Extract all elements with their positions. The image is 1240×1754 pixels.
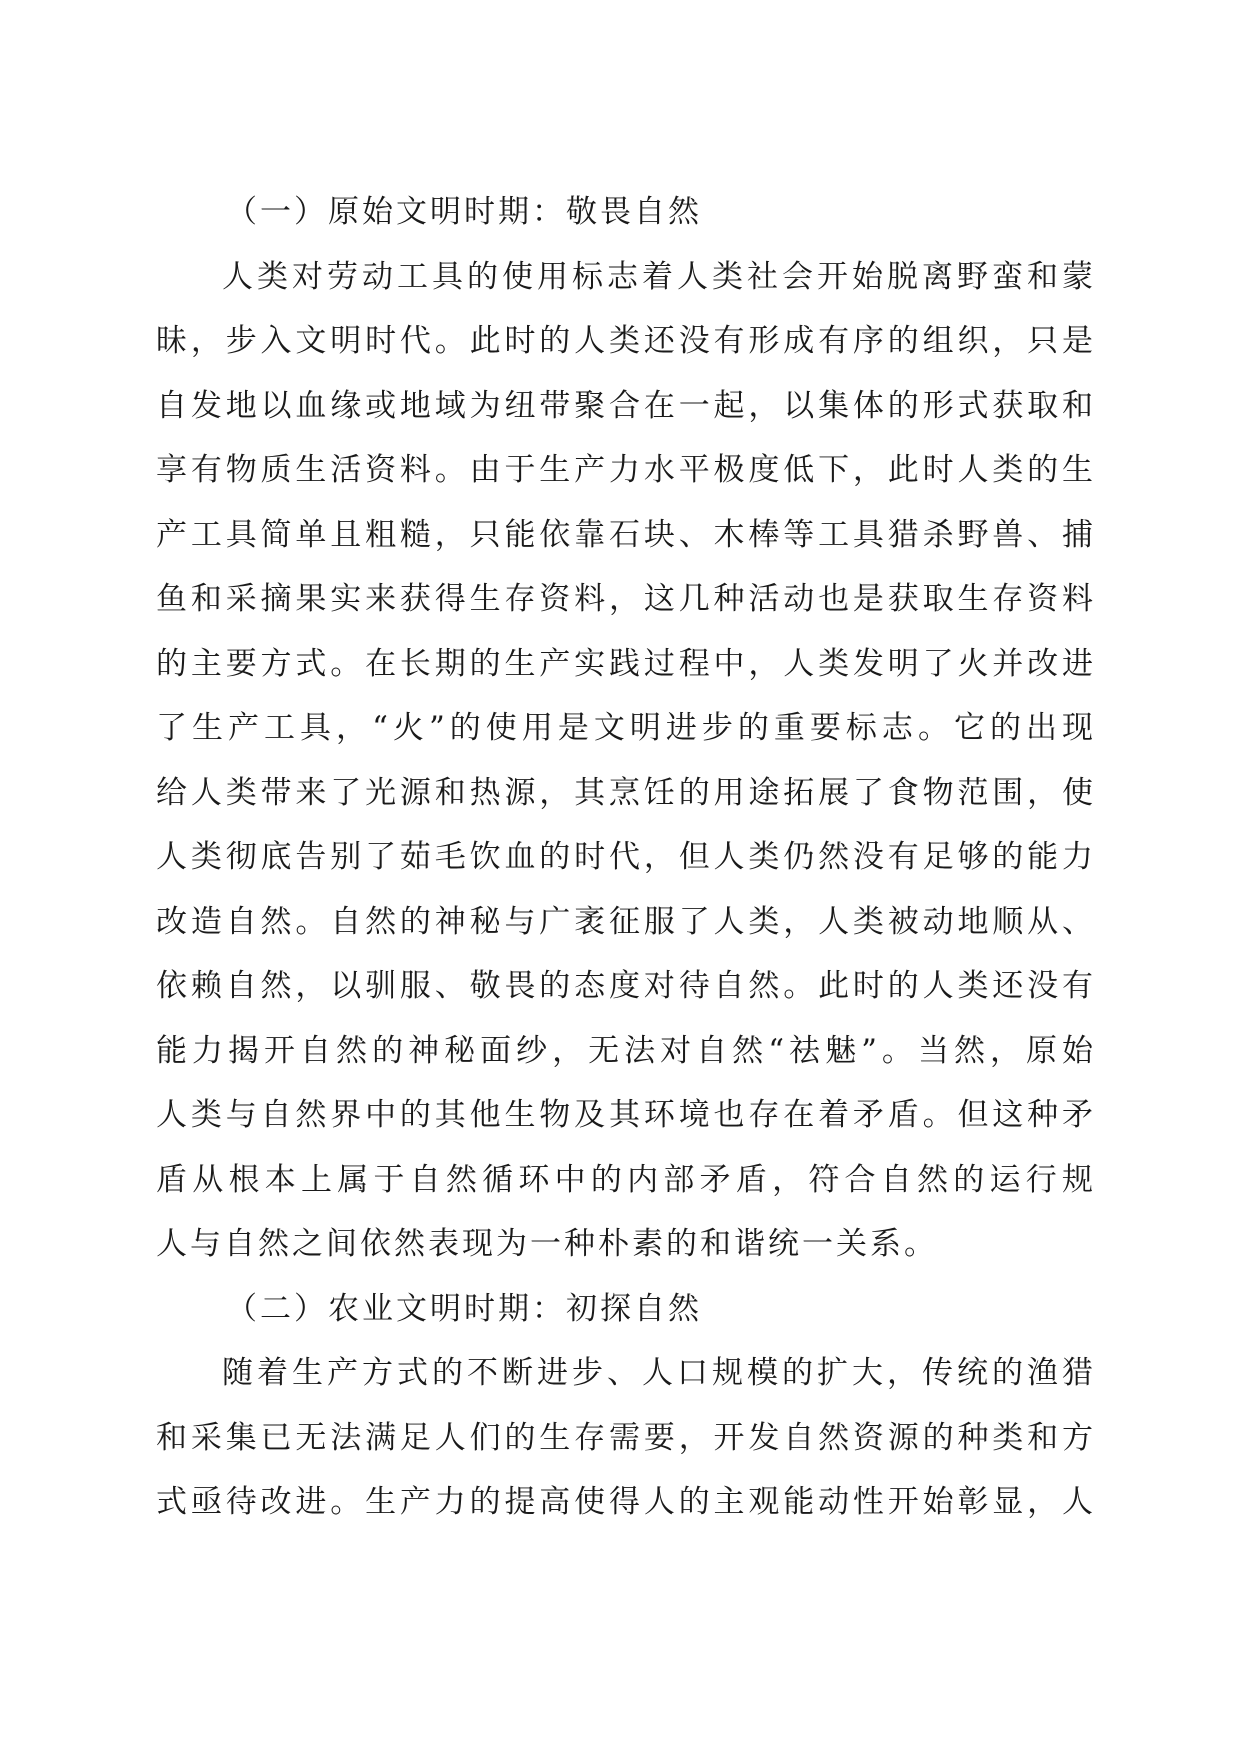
- paragraph-line: 式亟待改进。生产力的提高使得人的主观能动性开始彰显，人: [156, 1484, 1096, 1520]
- paragraph-line: 和采集已无法满足人们的生存需要，开发自然资源的种类和方: [156, 1419, 1096, 1456]
- paragraph-line: 盾从根本上属于自然循环中的内部矛盾，符合自然的运行规: [156, 1161, 1096, 1198]
- paragraph: [156, 245, 1096, 1277]
- paragraph-line: 能力揭开自然的神秘面纱，无法对自然“祛魅”。当然，原始: [156, 1032, 1096, 1069]
- paragraph-line: 给人类带来了光源和热源，其烹饪的用途拓展了食物范围，使: [156, 774, 1096, 811]
- section-heading: （二）农业文明时期：初探自然: [226, 1290, 702, 1327]
- paragraph-line: 鱼和采摘果实来获得生存资料，这几种活动也是获取生存资料: [156, 581, 1096, 617]
- paragraph-line: 改造自然。自然的神秘与广袤征服了人类，人类被动地顺从、: [156, 903, 1096, 940]
- body-text: [156, 180, 1096, 1535]
- section-heading: （一）原始文明时期：敬畏自然: [226, 194, 702, 230]
- paragraph-line: 人类彻底告别了茹毛饮血的时代，但人类仍然没有足够的能力: [156, 839, 1096, 875]
- paragraph-line: 的主要方式。在长期的生产实践过程中，人类发明了火并改进: [156, 645, 1096, 682]
- paragraph-line: 人与自然之间依然表现为一种朴素的和谐统一关系。: [156, 1226, 938, 1262]
- paragraph-line: 随着生产方式的不断进步、人口规模的扩大，传统的渔猎: [222, 1355, 1096, 1391]
- paragraph-line: 享有物质生活资料。由于生产力水平极度低下，此时人类的生: [156, 452, 1096, 488]
- paragraph: [156, 1341, 1096, 1535]
- paragraph-line: 自发地以血缘或地域为纽带聚合在一起，以集体的形式获取和: [156, 387, 1096, 424]
- paragraph-line: 昧，步入文明时代。此时的人类还没有形成有序的组织，只是: [156, 323, 1096, 359]
- paragraph-line: 人类与自然界中的其他生物及其环境也存在着矛盾。但这种矛: [156, 1097, 1096, 1133]
- paragraph-line: 产工具简单且粗糙，只能依靠石块、木棒等工具猎杀野兽、捕: [156, 516, 1096, 553]
- paragraph-line: 依赖自然，以驯服、敬畏的态度对待自然。此时的人类还没有: [156, 968, 1096, 1004]
- paragraph-line: 了生产工具，“火”的使用是文明进步的重要标志。它的出现: [156, 710, 1096, 746]
- paragraph-line: 人类对劳动工具的使用标志着人类社会开始脱离野蛮和蒙: [222, 258, 1096, 295]
